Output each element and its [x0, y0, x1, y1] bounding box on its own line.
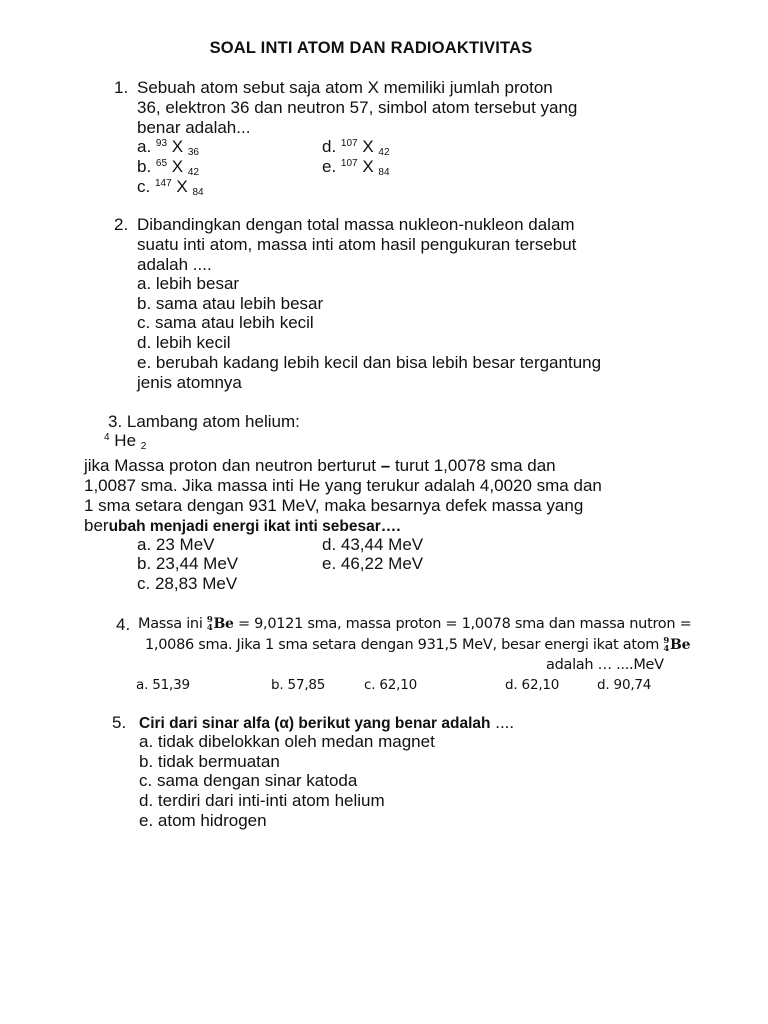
option-e-continued: jenis atomnya [137, 373, 242, 392]
option-a: a. 23 MeV [137, 535, 215, 554]
question-number: 2. [114, 215, 129, 234]
option-b: b. 23,44 MeV [137, 554, 239, 573]
question-text-line: Massa ini 9 4Be = 9,0121 sma, massa proton = 1,0078 sma dan massa nutron = [138, 615, 692, 633]
question-text-line: 1 sma setara dengan 931 MeV, maka besarnya defek massa yang [84, 496, 584, 515]
option-b: b. 57,85 [271, 677, 326, 693]
beryllium-symbol: 9 4Be [663, 636, 691, 654]
option-d: d. $^{107}$ X $_{42}$ [322, 137, 390, 158]
option-b: b. sama atau lebih besar [137, 294, 324, 313]
question-text-line: 36, elektron 36 dan neutron 57, simbol atom tersebut yang [137, 98, 578, 117]
option-e: e. berubah kadang lebih kecil dan bisa lebih besar tergantung [137, 353, 602, 372]
question-heading: 3. Lambang atom helium: [108, 412, 300, 431]
option-e: e. 46,22 MeV [322, 554, 424, 573]
option-a: a. lebih besar [137, 274, 240, 293]
option-e: d. 90,74 [597, 677, 652, 693]
option-b: b. $^{65}$ X $_{42}$ [137, 157, 199, 178]
dash: – [380, 456, 391, 475]
question-text-line: Ciri dari sinar alfa (α) berikut yang benar adalah .... [139, 713, 515, 732]
question-text-line: berubah menjadi energi ikat inti sebesar…. [84, 516, 401, 535]
page-title: SOAL INTI ATOM DAN RADIOAKTIVITAS [209, 39, 533, 57]
question-text-line: 1,0087 sma. Jika massa inti He yang terukur adalah 4,0020 sma dan [84, 476, 602, 495]
beryllium-symbol: 9 4Be [206, 615, 234, 633]
option-d: d. lebih kecil [137, 333, 231, 352]
option-c: c. $^{147}$ X $_{84}$ [137, 177, 204, 198]
option-d: d. 43,44 MeV [322, 535, 424, 554]
question-number: 5. [112, 713, 127, 732]
option-c: c. 28,83 MeV [137, 574, 238, 593]
question-text-line: jika Massa proton dan neutron berturut – turut 1,0078 sma dan [84, 456, 556, 475]
option-d: d. 62,10 [505, 677, 560, 693]
option-e: e. $^{107}$ X $_{84}$ [322, 157, 390, 178]
question-text-line: adalah … ....MeV [546, 657, 664, 673]
question-text-line: suatu inti atom, massa inti atom hasil pengukuran tersebut [137, 235, 577, 254]
question-number: 4. [116, 615, 131, 634]
question-number: 1. [114, 78, 129, 97]
option-c: c. sama atau lebih kecil [137, 313, 314, 332]
question-text-line: Dibandingkan dengan total massa nukleon-nukleon dalam [137, 215, 575, 234]
option-a: a. $^{93}$ X $_{36}$ [137, 137, 199, 158]
option-a: a. tidak dibelokkan oleh medan magnet [139, 732, 435, 751]
option-c: c. 62,10 [364, 677, 418, 693]
option-d: d. terdiri dari inti-inti atom helium [139, 791, 385, 810]
question-text-line: Sebuah atom sebut saja atom X memiliki jumlah proton [137, 78, 553, 97]
question-text-line: adalah .... [137, 255, 212, 274]
question-text-line: 1,0086 sma. Jika 1 sma setara dengan 931,5 MeV, besar energi ikat atom 9 4Be [145, 636, 691, 654]
question-text-line: benar adalah... [137, 118, 251, 137]
helium-symbol: $^4$ He $_2$ [104, 431, 147, 452]
option-a: a. 51,39 [136, 677, 190, 693]
option-e: e. atom hidrogen [139, 811, 267, 830]
option-c: c. sama dengan sinar katoda [139, 771, 358, 790]
option-b: b. tidak bermuatan [139, 752, 280, 771]
